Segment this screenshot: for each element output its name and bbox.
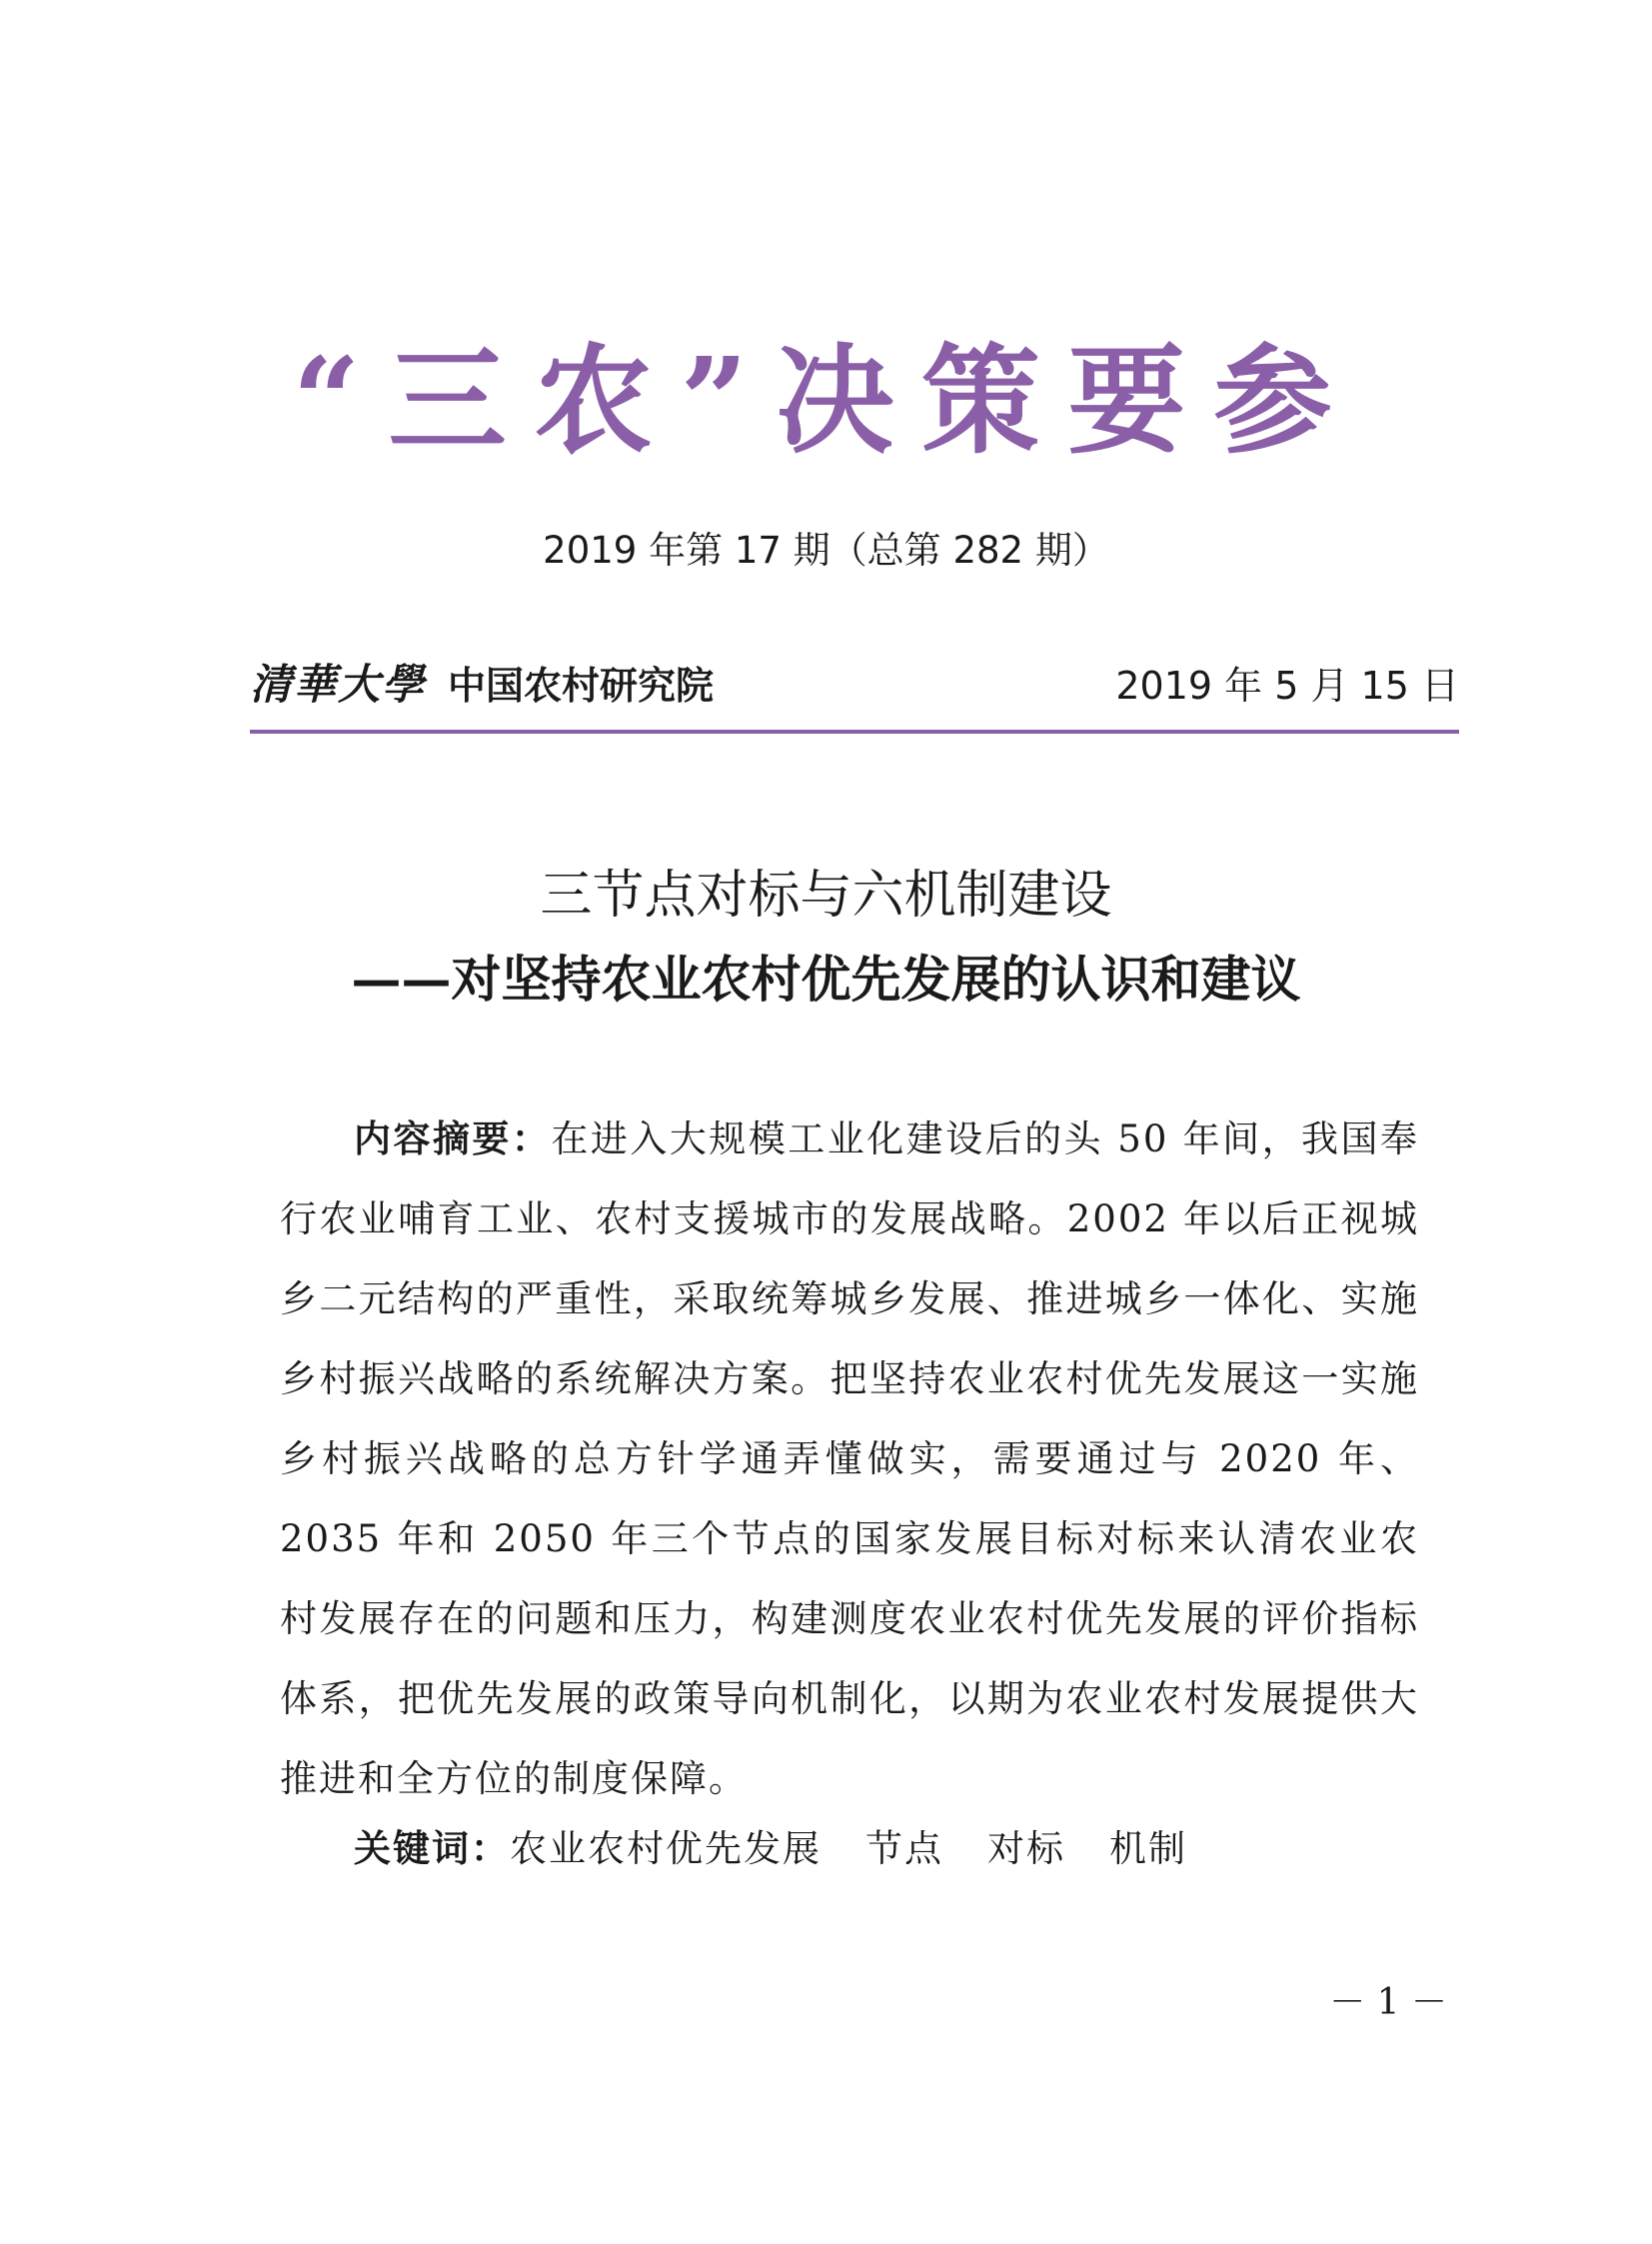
institute-name: 中国农村研究院 <box>448 662 715 708</box>
issue-number: 2019 年第 17 期（总第 282 期） <box>543 529 1109 572</box>
publication-date: 2019 年 5 月 15 日 <box>1115 663 1459 708</box>
keyword-item: 节点 <box>865 1827 943 1870</box>
article-title: 三节点对标与六机制建设 <box>540 866 1112 926</box>
header-divider <box>250 730 1459 734</box>
header-row <box>250 652 1459 712</box>
keywords <box>354 1809 1231 1889</box>
keywords-label: 关键词： <box>354 1827 510 1870</box>
keyword-item: 机制 <box>1109 1827 1187 1870</box>
abstract-label: 内容摘要： <box>354 1118 552 1160</box>
article-subtitle: ——对坚持农业农村优先发展的认识和建议 <box>351 950 1301 1009</box>
organization <box>250 652 714 712</box>
keyword-item: 农业农村优先发展 <box>510 1827 822 1870</box>
abstract-paragraph <box>280 1100 1419 1819</box>
masthead-title: “三农”决策要参 <box>292 331 1360 470</box>
page-number: － 1 － <box>1329 1982 1447 2023</box>
keyword-item: 对标 <box>987 1827 1065 1870</box>
abstract-text: 在进入大规模工业化建设后的头 50 年间，我国奉行农业哺育工业、农村支援城市的发展战略。2002 年以后正视城乡二元结构的严重性，采取统筹城乡发展、推进城乡一体化、实施乡村振兴战略的系统解决方案。把坚持农业农村优先发展这一实施乡村振兴战略的总方针学通弄懂做实，需要通过与 2020 年、2035 年和 2050 年三个节点的国家发展目标对标来认清农业农村发展存在的问题和压力，构建测度农业农村优先发展的评价指标体系，把优先发展的政策导向机制化，以期为农业农村发展提供大推进和全方位的制度保障。 <box>280 1118 1420 1800</box>
university-logo-text: 清華大學 <box>250 660 427 709</box>
